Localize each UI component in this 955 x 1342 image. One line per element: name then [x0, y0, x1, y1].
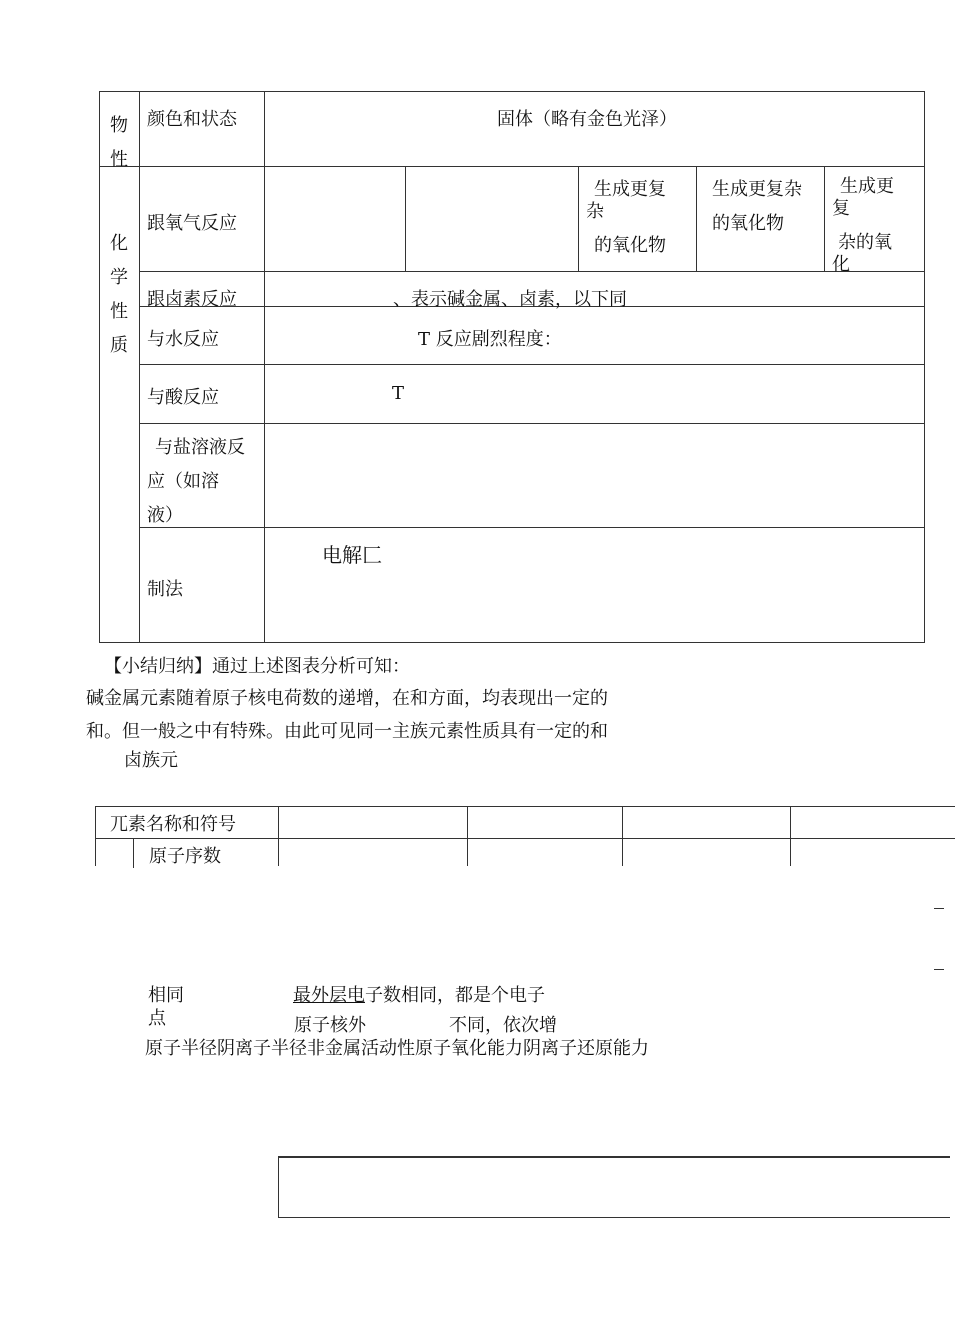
table2-col-divider — [790, 806, 791, 866]
physical-group-label: 物 — [110, 115, 128, 136]
cell-water-value: T 反应剧烈程度： — [418, 329, 562, 350]
summary-line-1: 碱金属元素随着原子核电荷数的递增，在和方面，均表现出一定的 — [86, 688, 608, 709]
table-border-left — [99, 91, 100, 643]
answer-box-top — [278, 1156, 950, 1158]
chemical-group-label: 学 — [110, 267, 128, 288]
table-col-divider — [264, 91, 265, 643]
same-point-text — [293, 981, 545, 1007]
row-label-oxygen-reaction: 跟氧气反应 — [147, 213, 237, 234]
edge-mark — [934, 969, 944, 970]
summary-line-3: 卤族元 — [124, 750, 178, 771]
oxygen-cell-5-text: 化 — [832, 254, 850, 275]
cell-preparation-value: 电解匚 — [322, 543, 382, 567]
same-point-text-rest: 子数相同，都是个电子 — [365, 985, 545, 1006]
table-border-bottom — [99, 642, 925, 643]
table-col-divider — [824, 166, 825, 272]
chemical-group-label: 性 — [110, 301, 128, 322]
oxygen-cell-4-text: 的氧化物 — [712, 213, 784, 234]
summary-line-3-clip — [110, 747, 310, 771]
properties-trend-line: 原子半径阴离子半径非金属活动性原子氧化能力阴离子还原能力 — [145, 1038, 649, 1059]
table-col-divider — [139, 91, 140, 643]
answer-box-bottom — [278, 1217, 950, 1218]
table-row-divider — [139, 527, 925, 528]
answer-box-left — [278, 1156, 279, 1218]
oxygen-cell-3-text: 的氧化物 — [594, 235, 666, 256]
table2-col-divider — [622, 806, 623, 866]
table-col-divider — [405, 166, 406, 272]
halogen-element-table — [90, 800, 950, 867]
summary-line-2: 和。但一般之中有特殊。由此可见同一主族元素性质具有一定的和 — [86, 721, 608, 742]
cell-acid-value: T — [392, 383, 405, 404]
same-point-label: 点 — [148, 1008, 166, 1029]
table2-row-label-atomic-number: 原子序数 — [149, 846, 221, 867]
chemical-group-label: 化 — [110, 233, 128, 254]
difference-text-b: 不同，依次增 — [449, 1015, 557, 1036]
cell-color-state-value: 固体（略有金色光泽） — [497, 109, 677, 130]
same-point-underlined-text: 最外层电 — [293, 985, 365, 1006]
cell-halogen-value: 、表示碱金属、卤素，以下同 — [393, 289, 627, 310]
oxygen-cell-3-text: 生成更复 — [594, 179, 666, 200]
table-col-divider — [696, 166, 697, 272]
same-point-label: 相同 — [148, 985, 184, 1006]
row-label-salt-reaction: 与盐溶液反 — [155, 437, 245, 458]
table-border-top — [99, 91, 925, 92]
summary-heading: 【小结归纳】通过上述图表分析可知： — [104, 656, 410, 677]
difference-text-clip — [280, 1012, 600, 1036]
table2-row-divider — [95, 838, 955, 839]
table-row-divider — [99, 166, 925, 167]
oxygen-cell-5-text: 复 — [832, 198, 850, 219]
table-row-divider — [139, 423, 925, 424]
chemical-group-label: 质 — [110, 335, 128, 356]
oxygen-cell-5-text: 生成更 — [840, 176, 894, 197]
row-label-halogen-reaction: 跟卤素反应 — [147, 289, 237, 310]
edge-mark — [934, 908, 944, 909]
table-border-right — [924, 91, 925, 643]
oxygen-cell-5-text: 杂的氧 — [838, 232, 892, 253]
difference-text-a: 原子核外 — [294, 1015, 366, 1036]
row-label-color-state: 颜色和状态 — [147, 109, 237, 130]
table2-col-divider — [133, 838, 134, 868]
same-point-label-clip — [140, 1003, 240, 1029]
table-col-divider — [578, 166, 579, 272]
row-label-acid-reaction: 与酸反应 — [147, 387, 219, 408]
table-row-divider — [139, 364, 925, 365]
row-label-preparation: 制法 — [147, 579, 183, 600]
oxygen-cell-3-text: 杂 — [586, 201, 604, 222]
table2-header-label: 兀素名称和符号 — [110, 814, 236, 835]
row-label-salt-reaction: 应（如溶 — [147, 471, 219, 492]
physical-group-label: 性 — [110, 149, 128, 170]
table2-border-top — [95, 806, 955, 807]
row-label-salt-reaction: 液） — [147, 505, 183, 526]
halogen-row-clip — [140, 272, 924, 310]
table2-col-divider — [467, 806, 468, 866]
table2-col-divider — [278, 806, 279, 866]
table2-border-left — [95, 806, 96, 866]
oxygen-cell-4-text: 生成更复杂 — [712, 179, 802, 200]
row-label-water-reaction: 与水反应 — [147, 329, 219, 350]
